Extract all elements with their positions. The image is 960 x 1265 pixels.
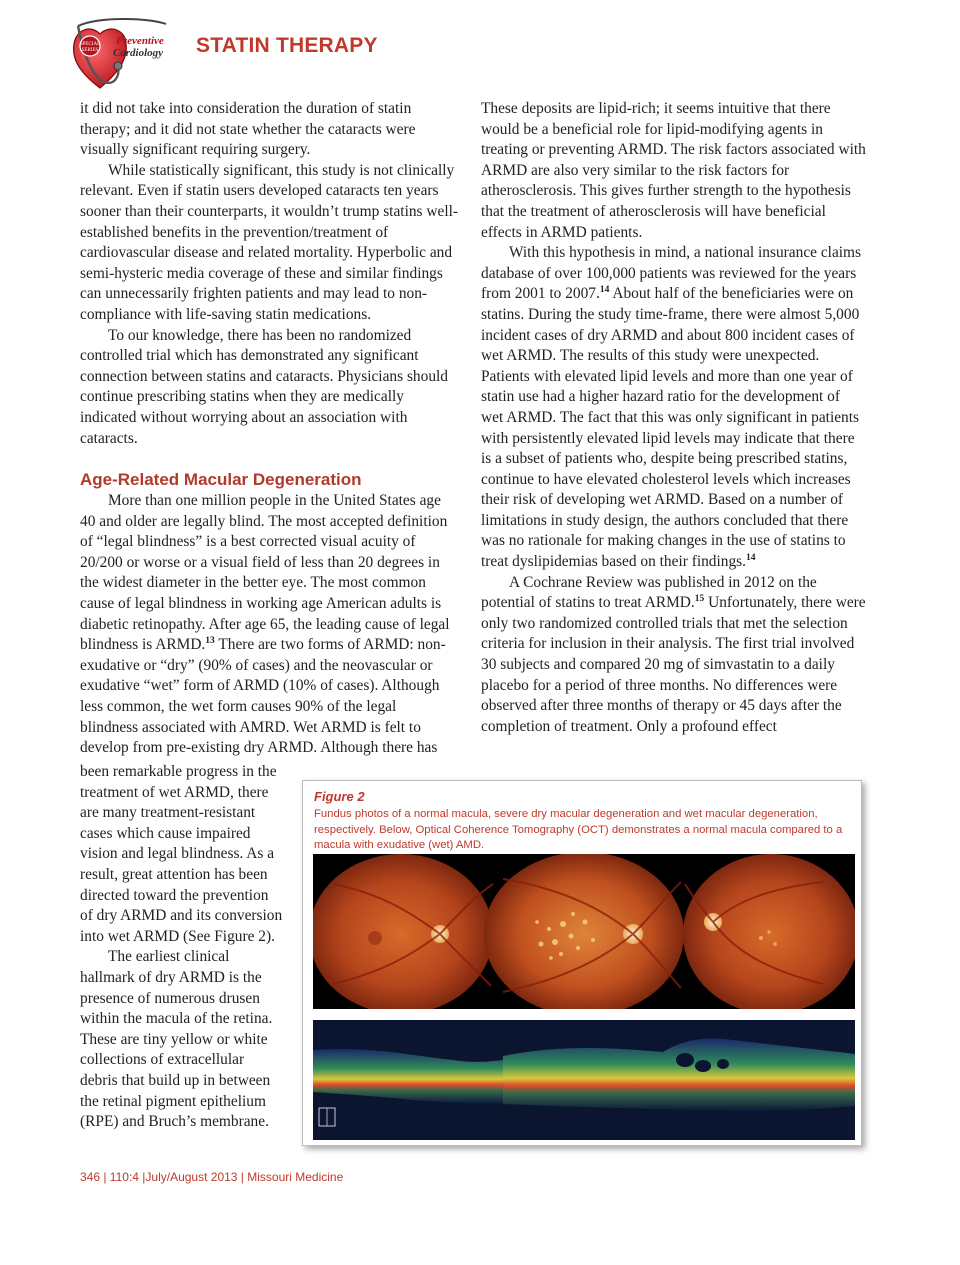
fundus-photos: [313, 854, 855, 1009]
left-column-bottom: [80, 762, 285, 1133]
section-heading: Age-Related Macular Degeneration: [80, 470, 362, 490]
paragraph: been remarkable progress in the treatment of wet ARMD, there are many treatment-resistant cases which cause impaired vision and legal blindness. As a result, great attention has been directed toward the prevention of dry ARMD and its conversion into wet ARMD (See Figure 2).: [80, 763, 283, 945]
preventive-cardiology-logo: [70, 16, 182, 90]
oct-scan: [313, 1020, 855, 1140]
paragraph: To our knowledge, there has been no randomized controlled trial which has demonstrated any significant connection between statins and cataracts. Physicians should continue prescribing statins when they are medically indicated without worrying about an association with cataracts.: [80, 326, 448, 447]
fundus-dry-amd: [484, 854, 684, 1009]
reference-marker: 13: [205, 636, 215, 647]
figure-label: Figure 2: [314, 789, 365, 804]
paragraph: While statistically significant, this study is not clinically relevant. Even if statin users developed cataracts ten years sooner than their counterparts, it wouldn’t trump statins well-established benefits in the prevention/treatment of cardiovascular disease and related mortality. Hyperbolic and semi-hysteric media coverage of these and similar findings can unnecessarily frighten patients and may lead to non-compliance with life-saving statin medications.: [80, 161, 458, 323]
paragraph: it did not take into consideration the duration of statin therapy; and it did not state whether the cataracts were visually significant requiring surgery.: [80, 100, 416, 159]
figure-2: [302, 780, 862, 1146]
paragraph: With this hypothesis in mind, a national insurance claims database of over 100,000 patients was reviewed for the years from 2001 to 2007.14 About half of the beneficiaries were on statins. During the study time-frame, there were almost 5,000 incident cases of dry ARMD and about 800 incident cases of wet ARMD. The results of this study were unexpected. Patients with elevated lipid levels and more than one year of statin use had a higher hazard ratio for the development of wet ARMD. The fact that this was only significant in patients with persistently elevated lipid levels may indicate that there is a subset of patients who, despite being prescribed statins, continue to have elevated cholesterol levels which increases their risk of developing wet ARMD. Based on a number of limitations in study design, the authors concluded that there was no rationale for making changes in the use of statins to treat dyslipidemias based on their findings.$^{14}$: [481, 244, 862, 571]
left-column-top: [80, 99, 458, 759]
oct-wet-amd: [503, 1039, 855, 1111]
figure-caption: Fundus photos of a normal macula, severe dry macular degeneration and wet macular degeneration, respectively. Below, Optical Coherence Tomography (OCT) demonstrates a normal macula compared to a macula with exudative (wet) AMD.: [314, 808, 843, 851]
paragraph: More than one million people in the United States age 40 and older are legally blind. The most accepted definition of “legal blindness” is a best corrected visual acuity of 20/200 or worse or a visual field of less than 20 degrees in the widest diameter in the better eye. The most common cause of legal blindness in working age American adults is diabetic retinopathy. After age 65, the leading cause of legal blindness is ARMD.$^{13}$ There are two forms of ARMD: non-exudative or “dry” (90% of cases) and the neovascular or exudative “wet” form of ARMD (10% of cases). Although less common, the wet form causes 90% of the legal blindness associated with AMRD. Wet ARMD is felt to develop from pre-existing dry ARMD. Although there has: [80, 492, 450, 757]
right-column: [481, 99, 866, 737]
paragraph: These deposits are lipid-rich; it seems intuitive that there would be a beneficial role for lipid-modifying agents in treating or preventing ARMD. The risk factors associated with ARMD are also very similar to the risk factors for atherosclerosis. This gives further strength to the hypothesis that the treatment of atherosclerosis will have beneficial effects in ARMD patients.: [481, 100, 866, 241]
reference-marker: 15: [694, 594, 705, 605]
reference-marker: 14: [599, 285, 610, 296]
reference-marker: 14: [746, 552, 756, 563]
page-footer: 346 | 110:4 |July/August 2013 | Missouri Medicine: [80, 1170, 344, 1184]
series-badge-bottom: SERIES: [81, 48, 99, 53]
logo-line-2: Cardiology: [112, 47, 164, 59]
section-title: STATIN THERAPY: [196, 34, 378, 57]
paragraph: A Cochrane Review was published in 2012 on the potential of statins to treat ARMD.$^{15}$ Unfortunately, there were only two randomized controlled trials that met the selection criteria for inclusion in their analysis. The first trial involved 30 subjects and compared 20 mg of simvastatin to a daily placebo for a period of three months. No differences were observed after three months of therapy or 45 days after the completion of treatment. Only a profound effect: [481, 573, 866, 735]
logo-line-1: Preventive: [116, 35, 164, 47]
paragraph: The earliest clinical hallmark of dry ARMD is the presence of numerous drusen within the macula of the retina. These are tiny yellow or white collections of extracellular debris that build up in between the retinal pigment epithelium (RPE) and Bruch’s membrane.: [80, 948, 273, 1131]
series-badge-top: SPECIAL: [79, 42, 101, 47]
